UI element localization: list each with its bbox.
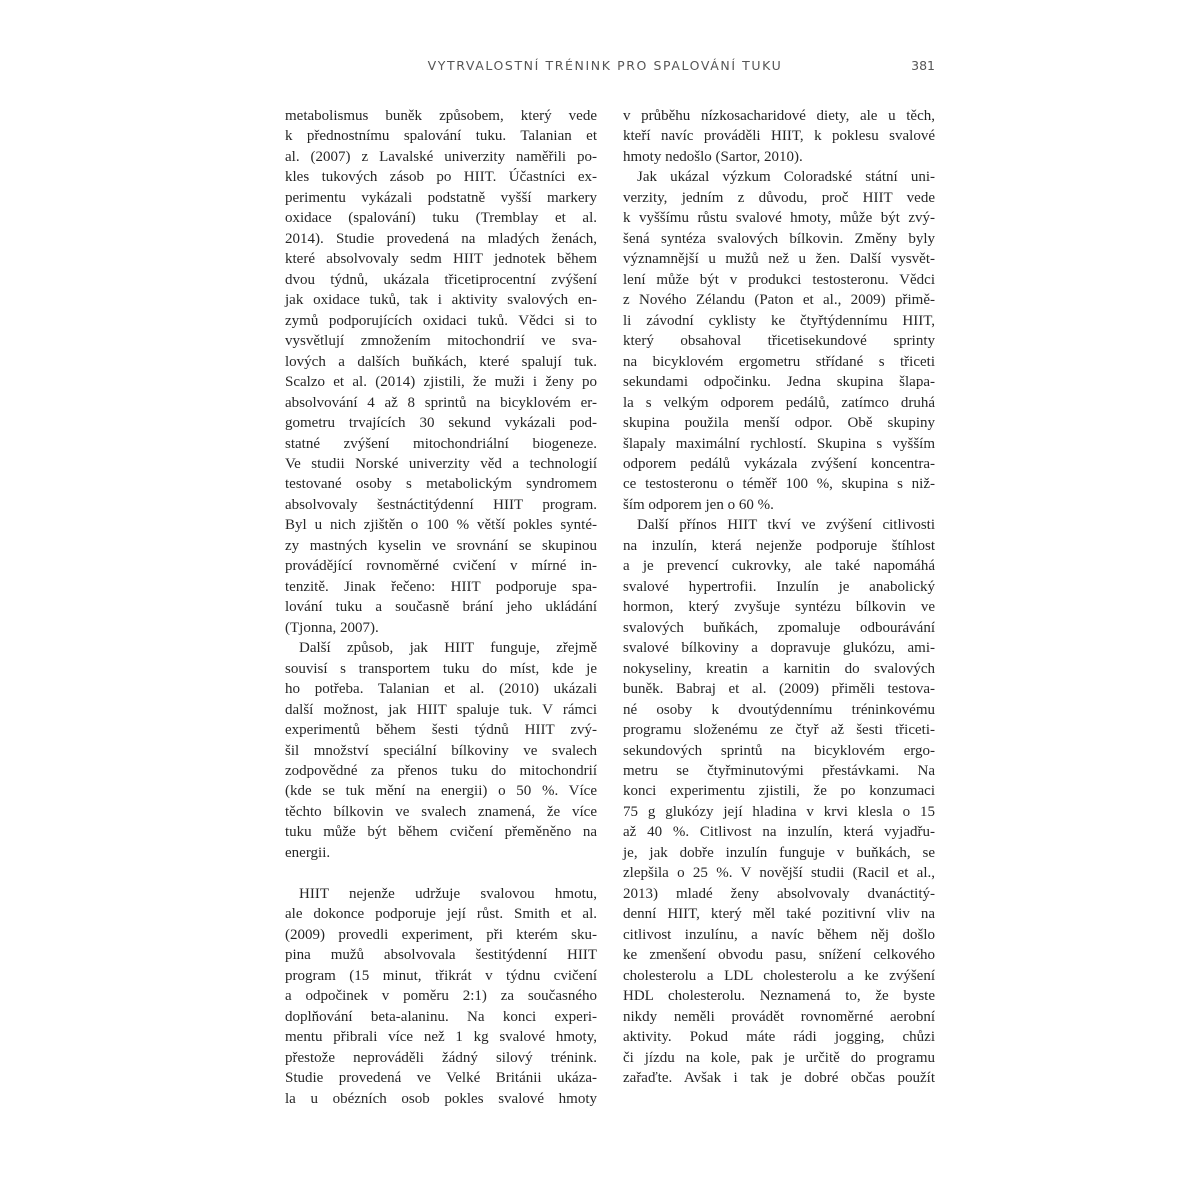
text-line: aktivity. Pokud máte rádi jogging, chůzi xyxy=(623,1029,935,1046)
text-line: perimentu vykázali podstatně vyšší markery xyxy=(285,189,597,206)
text-line: který obsahoval třicetisekundové sprinty xyxy=(623,333,935,350)
text-line: denní HIIT, který měl také pozitivní vliv na xyxy=(623,906,935,923)
text-line: program (15 minut, třikrát v týdnu cvičení xyxy=(285,967,597,984)
paragraph xyxy=(623,515,935,1088)
text-line: odporem pedálů vykázala zvýšení koncentra- xyxy=(623,455,935,472)
text-line: 2014). Studie provedená na mladých ženách, xyxy=(285,230,597,247)
text-line: HIIT nejenže udržuje svalovou hmotu, xyxy=(299,885,597,902)
text-line: šlapaly maximální rychlostí. Skupina s vyšším xyxy=(623,435,935,452)
text-line: verzity, jedním z důvodu, proč HIIT vede xyxy=(623,189,935,206)
text-line: cholesterolu a LDL cholesterolu a ke zvýšení xyxy=(623,967,935,984)
text-line: li závodní cyklisty ke čtyřtýdennímu HIIT, xyxy=(623,312,935,329)
text-line: zařaďte. Avšak i tak je dobré občas použít xyxy=(623,1070,935,1087)
text-line: až 40 %. Citlivost na inzulín, která vyjadřu- xyxy=(623,824,935,841)
text-line: lení může být v produkci testosteronu. Vědci xyxy=(623,271,935,288)
text-line: ce testosteronu o téměř 100 %, skupina s niž- xyxy=(623,476,935,493)
text-line: testované osoby s metabolickým syndromem xyxy=(285,476,597,493)
text-line: sekundami odpočinku. Jedna skupina šlapa- xyxy=(623,374,935,391)
text-line: energii. xyxy=(285,844,331,861)
text-line: svalové bílkoviny a dopravuje glukózu, ami- xyxy=(623,640,935,657)
text-line: citlivost inzulínu, a navíc během něj došlo xyxy=(623,926,935,943)
text-line: (2009) provedli experiment, při kterém sku- xyxy=(285,926,597,943)
text-line: Další způsob, jak HIIT funguje, zřejmě xyxy=(299,640,597,657)
text-line: hmoty nedošlo (Sartor, 2010). xyxy=(623,148,803,165)
text-line: experimentů během šesti týdnů HIIT zvý- xyxy=(285,722,597,739)
text-line: metru se čtyřminutovými přestávkami. Na xyxy=(623,763,935,779)
text-line: konci experimentu zjistili, že po konzumaci xyxy=(623,783,935,800)
text-line: zymů podporujících oxidaci tuků. Vědci si to xyxy=(285,312,597,329)
text-line: lování tuku a současně brání jeho ukládání xyxy=(285,599,597,616)
text-line: šil množství speciální bílkoviny ve svalech xyxy=(285,742,597,759)
text-line: zlepšila o 25 %. V novější studii (Racil et al., xyxy=(623,865,935,882)
text-line: souvisí s transportem tuku do míst, kde je xyxy=(285,660,597,677)
text-line: či jízdu na kole, pak je určitě do programu xyxy=(623,1049,935,1066)
text-line: Jak ukázal výzkum Coloradské státní uni- xyxy=(637,169,935,186)
running-head: VYTRVALOSTNÍ TRÉNINK PRO SPALOVÁNÍ TUKU xyxy=(427,58,783,73)
text-column-left xyxy=(285,106,597,1109)
text-line: statné zvýšení mitochondriální biogeneze. xyxy=(285,435,597,452)
paragraph xyxy=(623,106,935,167)
text-line: na bicyklovém ergometru střídané s třiceti xyxy=(623,353,935,370)
text-line: svalové hypertrofii. Inzulín je anabolický xyxy=(623,578,935,595)
paragraph xyxy=(285,884,597,1109)
text-line: jak oxidace tuků, tak i aktivity svalových en- xyxy=(285,292,597,309)
text-line: Studie provedená ve Velké Británii ukáza- xyxy=(285,1070,597,1087)
text-line: a odpočinek v poměru 2:1) za současného xyxy=(285,988,597,1005)
text-line: v průběhu nízkosacharidové diety, ale u těch, xyxy=(623,108,935,124)
text-line: lových a dalších buňkách, které spalují tuk. xyxy=(285,353,597,370)
text-line: hormon, který zvyšuje syntézu bílkovin ve xyxy=(623,599,935,616)
text-line: metabolismus buněk způsobem, který vede xyxy=(285,108,597,124)
text-line: gometru trvajících 30 sekund vykázali pod- xyxy=(285,415,597,432)
text-line: ším odporem jen o 60 %. xyxy=(623,496,774,513)
text-line: kteří navíc prováděli HIIT, k poklesu svalové xyxy=(623,128,935,145)
text-line: zodpovědné za přenos tuku do mitochondrií xyxy=(285,763,597,779)
text-line: další možnost, jak HIIT spaluje tuk. V rámci xyxy=(285,701,597,718)
text-line: Další přínos HIIT tkví ve zvýšení citlivosti xyxy=(637,517,935,534)
text-line: pina mužů absolvovala šestitýdenní HIIT xyxy=(285,947,597,964)
text-line: a je prevencí cukrovky, ale také napomáhá xyxy=(623,558,935,575)
text-line: absolvování 4 až 8 sprintů na bicyklovém er- xyxy=(285,394,597,411)
text-line: Scalzo et al. (2014) zjistili, že muži i ženy po xyxy=(285,374,597,391)
text-line: 2013) mladé ženy absolvovaly dvanáctitý- xyxy=(623,885,935,902)
text-line: nikdy neměli provádět rovnoměrné aerobní xyxy=(623,1008,935,1025)
text-line: Byl u nich zjištěn o 100 % větší pokles synté- xyxy=(285,517,597,534)
text-line: zy mastných kyselin ve srovnání se skupinou xyxy=(285,537,597,554)
paragraph xyxy=(623,167,935,515)
text-line: je, jak dobře inzulín funguje v buňkách, se xyxy=(623,844,935,861)
text-line: né osoby k dvoutýdennímu tréninkovému xyxy=(623,701,935,718)
text-line: mentu přibrali více než 1 kg svalové hmoty, xyxy=(285,1029,597,1046)
text-line: přestože neprováděli žádný silový trénink. xyxy=(285,1049,597,1066)
text-line: které absolvovaly sedm HIIT jednotek během xyxy=(285,251,597,268)
text-line: kles tukových zásob po HIIT. Účastníci ex- xyxy=(285,169,597,186)
text-line: významnější u mužů než u žen. Další vysvět- xyxy=(623,251,935,268)
text-line: sekundových sprintů na bicyklovém ergo- xyxy=(623,742,935,759)
text-line: 75 g glukózy její hladina v krvi klesla o 15 xyxy=(623,803,935,820)
text-line: la u obézních osob pokles svalové hmoty xyxy=(285,1090,597,1107)
paragraph xyxy=(285,106,597,638)
text-line: k vyššímu růstu svalové hmoty, může být zvý- xyxy=(623,210,935,227)
text-line: ale dokonce podporuje její růst. Smith et al. xyxy=(285,906,597,923)
text-line: (kde se tuk mění na energii) o 50 %. Více xyxy=(285,783,597,800)
text-line: HDL cholesterolu. Neznamená to, že byste xyxy=(623,988,935,1005)
text-line: svalových buňkách, zpomaluje odbourávání xyxy=(623,619,935,636)
text-line: provádějící rovnoměrné cvičení v mírné in- xyxy=(285,558,597,575)
text-line: skupina použila menší odpor. Obě skupiny xyxy=(623,415,935,432)
text-line: programu složenému ze čtyř až šesti třiceti- xyxy=(623,722,935,739)
text-line: tenzitě. Jinak řečeno: HIIT podporuje spa- xyxy=(285,578,597,595)
text-line: al. (2007) z Lavalské univerzity naměřili po- xyxy=(285,148,597,165)
text-line: dvou týdnů, ukázala třicetiprocentní zvýšení xyxy=(285,271,597,288)
text-line: nokyseliny, kreatin a karnitin do svalových xyxy=(623,660,935,677)
text-line: ho potřeba. Talanian et al. (2010) ukázali xyxy=(285,681,597,698)
text-line: vysvětlují zmnožením mitochondrií ve sva- xyxy=(285,333,597,350)
page-number: 381 xyxy=(911,58,935,73)
text-line: absolvovaly šestnáctitýdenní HIIT program. xyxy=(285,496,597,513)
paragraph-spacer xyxy=(285,863,597,883)
text-line: (Tjonna, 2007). xyxy=(285,619,379,636)
text-line: šená syntéza svalových bílkovin. Změny byly xyxy=(623,230,935,247)
text-line: k přednostnímu spalování tuku. Talanian et xyxy=(285,128,597,145)
text-line: z Nového Zélandu (Paton et al., 2009) přimě- xyxy=(623,292,935,309)
text-line: oxidace (spalování) tuku (Tremblay et al. xyxy=(285,210,597,227)
text-line: tuku může být během cvičení přeměněno na xyxy=(285,824,597,841)
paragraph xyxy=(285,638,597,863)
text-line: la s velkým odporem pedálů, zatímco druhá xyxy=(623,394,935,411)
text-line: buněk. Babraj et al. (2009) přiměli testova- xyxy=(623,681,935,698)
text-line: těchto bílkovin ve svalech znamená, že více xyxy=(285,803,597,820)
text-column-right xyxy=(623,106,935,1089)
text-line: na inzulín, která nejenže podporuje štíhlost xyxy=(623,537,935,554)
text-line: Ve studii Norské univerzity věd a technologií xyxy=(285,455,597,472)
text-line: doplňování beta-alaninu. Na konci experi- xyxy=(285,1008,597,1025)
text-line: ke zmenšení obvodu pasu, snížení celkového xyxy=(623,947,935,964)
